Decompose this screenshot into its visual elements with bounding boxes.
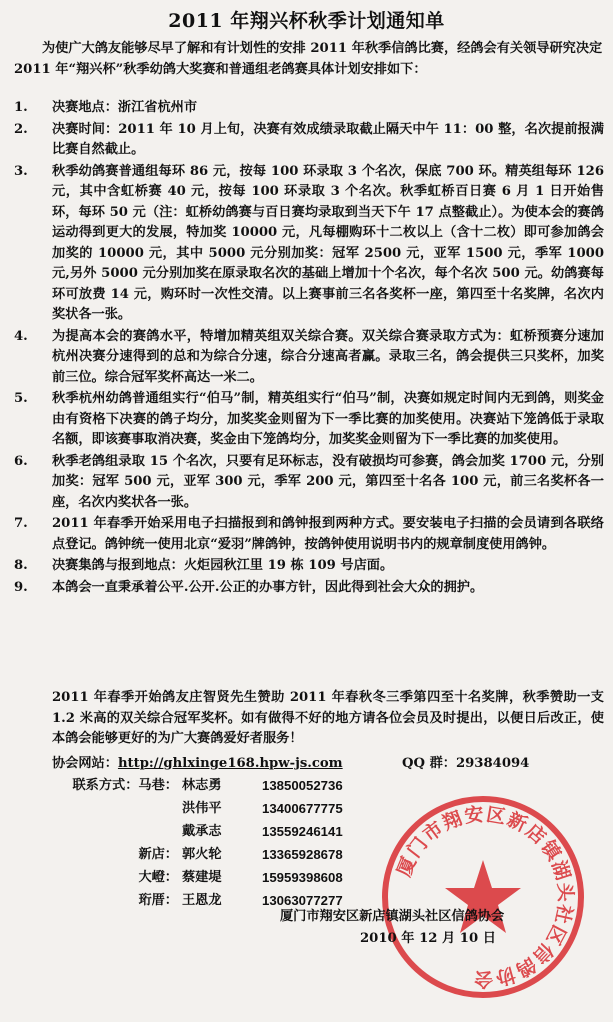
item-number: 2. [14, 121, 28, 137]
sponsor-paragraph: 2011 年春季开始鸽友庄智贤先生赞助 2011 年春秋冬三季第四至十名奖牌，秋季赞助一支 1.2 米高的双关综合冠军奖杯。如有做得不好的地方请各位会员及时提出，以便日后改正，使本鸽会能够更好的为广大赛鸽爱好者服务！ [52, 690, 604, 746]
contact-phone: 13063077277 [262, 893, 343, 908]
item-text: 2011 年春季开始采用电子扫描报到和鸽钟报到两种方式。要安装电子扫描的会员请到各联络点登记。鸽钟统一使用北京“爱羽”牌鸽钟，按鸽钟使用说明书内的规章制度使用鸽钟。 [52, 516, 604, 552]
contact-phone: 13559246141 [262, 824, 343, 839]
item-text: 决赛地点：浙江省杭州市 [52, 100, 198, 115]
contact-list [52, 774, 372, 912]
list-item [14, 452, 604, 514]
list-item [14, 556, 604, 577]
contact-name: 林志勇 [182, 778, 222, 793]
item-number: 5. [14, 391, 28, 406]
contact-phone: 13850052736 [262, 778, 343, 793]
item-text: 决赛时间：2011 年 10 月上旬，决赛有效成绩录取截止隔天中午 11：00 整，名次提前报满比赛自然截止。 [52, 121, 604, 157]
contact-location: 大嶝： [138, 870, 178, 885]
contact-row [52, 774, 372, 797]
contact-phone: 13400677775 [262, 801, 343, 816]
qq-number: 29384094 [455, 756, 530, 771]
contact-name: 蔡建堤 [182, 870, 222, 885]
association-seal [378, 792, 588, 1002]
contact-row [52, 866, 372, 889]
contact-location: 新店： [138, 847, 178, 862]
item-number: 6. [14, 453, 28, 469]
contact-row [52, 797, 372, 820]
item-number: 1. [14, 100, 28, 115]
item-number: 8. [14, 558, 28, 573]
item-number: 9. [14, 579, 28, 595]
item-number: 3. [14, 163, 28, 179]
list-item [14, 120, 604, 161]
website-label: 协会网站： [52, 756, 118, 771]
website-link[interactable]: http://ghlxinge168.hpw-js.com [117, 756, 343, 771]
item-number: 4. [14, 328, 28, 344]
intro-paragraph: 为使广大鸽友能够尽早了解和有计划性的安排 2011 年秋季信鸽比赛，经鸽会有关领导研究决定 2011 年“翔兴杯”秋季幼鸽大奖赛和普通组老鸽赛具体计划安排如下： [14, 41, 603, 77]
list-item [14, 514, 604, 555]
contact-row [52, 820, 372, 843]
list-item [14, 389, 604, 451]
list-item [14, 578, 604, 599]
contact-location [52, 820, 178, 843]
contact-location: 珩厝： [138, 893, 178, 908]
contact-name: 郭火轮 [182, 847, 222, 862]
list-item [14, 162, 604, 326]
contact-phone: 15959398608 [262, 870, 343, 885]
list-item [14, 327, 604, 389]
contact-row [52, 843, 372, 866]
seal-text: 厦门市翔安区新店镇湖头社区信鸽协会 [392, 803, 577, 991]
item-number: 7. [14, 516, 28, 531]
list-item [14, 98, 604, 119]
contact-location [52, 797, 178, 820]
item-text: 秋季幼鸽赛普通组每环 86 元，按每 100 环录取 3 个名次，保底 700 环。精英组每环 126 元，其中含虹桥赛 40 元，按每 100 环录取 3 个名次。秋季虹桥百日赛 6 月 1 日开始售环，每环 50 元（注：虹桥幼鸽赛与百日赛均录取到当天下午 17 点整截止）。为使本会的赛鸽运动得到更大的发展，特加奖 10000 元，凡每棚购环十二枚以上（含十二枚）即可参加鸽会加奖的 10000 元，其中 5000 元分别加奖：冠军 2500 元，亚军 1500 元，季军 1000 元,另外 5000 元分别加奖在原录取名次的基础上增加十个名次，每个名次 500 元。幼鸽赛每环可放费 14 元，购环时一次性交清。以上赛事前三名各奖杯一座，第四至十名奖牌，名次内奖状各一张。 [52, 163, 604, 322]
contact-name: 王恩龙 [182, 893, 222, 908]
qq-group [402, 752, 529, 771]
item-text: 本鸽会一直秉承着公平.公开.公正的办事方针，因此得到社会大众的拥护。 [52, 579, 484, 595]
organization-name: 厦门市翔安区新店镇湖头社区信鸽协会 [280, 909, 505, 924]
qq-label: QQ 群： [402, 756, 456, 771]
issue-date: 2010 年 12 月 10 日 [360, 931, 496, 946]
contact-phone: 13365928678 [262, 847, 343, 862]
item-text: 决赛集鸽与报到地点：火炬园秋江里 19 栋 109 号店面。 [52, 558, 394, 573]
contact-location: 联系方式：马巷： [72, 778, 178, 793]
item-text: 为提高本会的赛鸽水平，特增加精英组双关综合赛。双关综合赛录取方式为：虹桥预赛分速加杭州决赛分速得到的总和为综合分速，综合分速高者赢。录取三名，鸽会提供三只奖杯，加奖前三位。综合冠军奖杯高达一米二。 [52, 328, 604, 385]
item-text: 秋季老鸽组录取 15 个名次，只要有足环标志，没有破损均可参赛，鸽会加奖 1700 元，分别加奖：冠军 500 元，亚军 300 元，季军 200 元，第四至十名各 100 元，前三名奖杯各一座，名次内奖状各一张。 [52, 453, 604, 510]
website-line [52, 752, 343, 771]
contact-name: 洪伟平 [182, 801, 222, 816]
contact-name: 戴承志 [182, 824, 222, 839]
page-title: 2011 年翔兴杯秋季计划通知单 [168, 10, 445, 32]
item-list [14, 98, 604, 599]
item-text: 秋季杭州幼鸽普通组实行“伯马”制，精英组实行“伯马”制，决赛如规定时间内无到鸽，则奖金由有资格下决赛的鸽子均分，加奖奖金则留为下一季比赛的加奖使用。决赛站下笼鸽低于录取名额，即该赛事取消决赛，奖金由下笼鸽均分，加奖奖金则留为下一季比赛的加奖使用。 [52, 391, 604, 447]
